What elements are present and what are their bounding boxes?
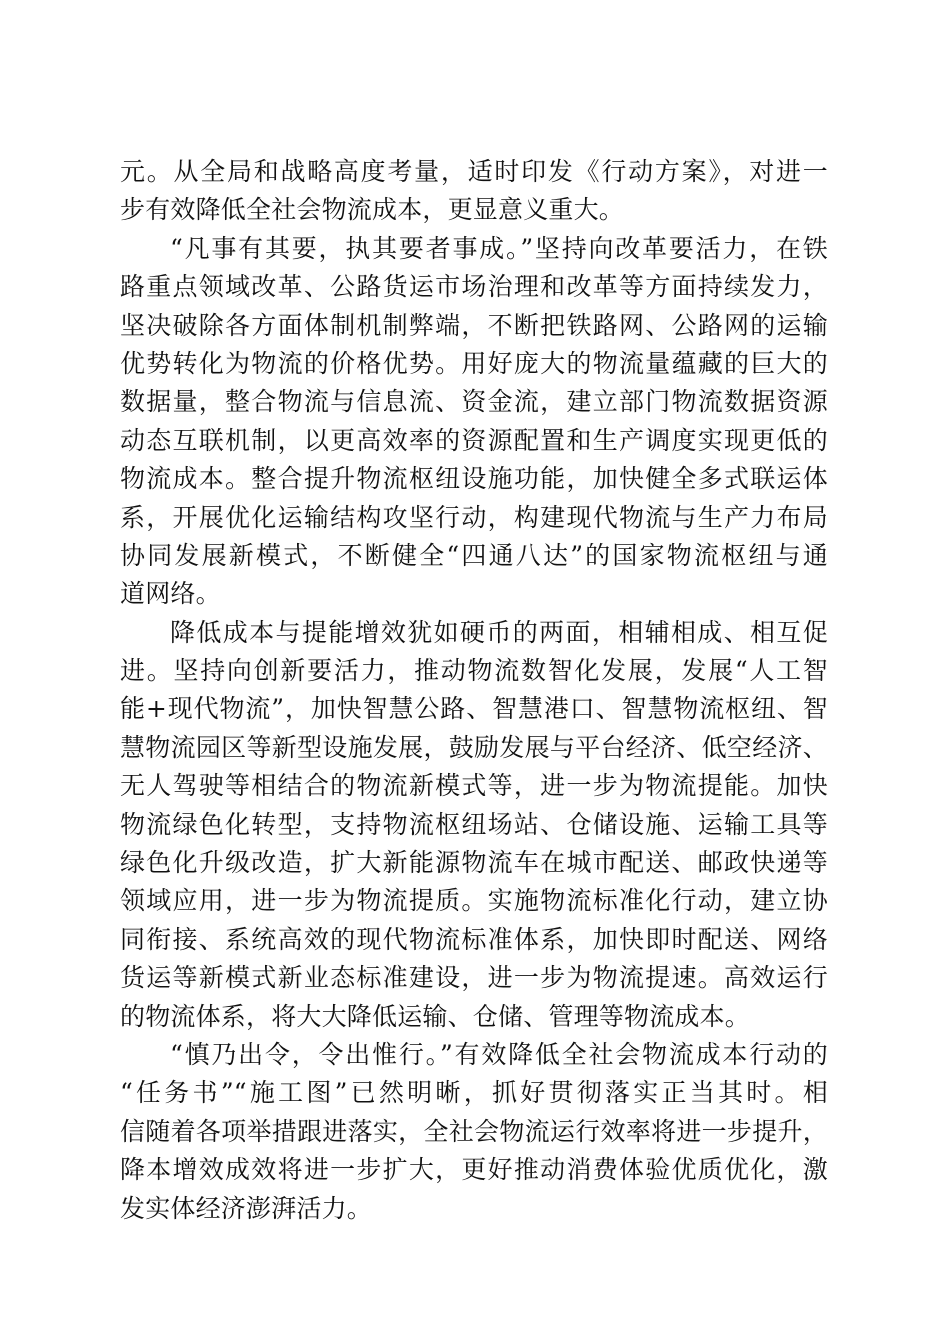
paragraph-line: 能+现代物流”，加快智慧公路、智慧港口、智慧物流枢纽、智 — [120, 694, 828, 724]
paragraph-line: 优势转化为物流的价格优势。用好庞大的物流量蕴藏的巨大的 — [120, 348, 828, 378]
paragraph-line: 步有效降低全社会物流成本，更显意义重大。 — [120, 195, 625, 225]
paragraph-line: 坚决破除各方面体制机制弊端，不断把铁路网、公路网的运输 — [120, 310, 828, 340]
paragraph-line: 绿色化升级改造，扩大新能源物流车在城市配送、邮政快递等 — [120, 848, 828, 878]
paragraph-line: 进。坚持向创新要活力，推动物流数智化发展，发展“人工智 — [120, 656, 828, 686]
paragraph-line: 数据量，整合物流与信息流、资金流，建立部门物流数据资源 — [120, 387, 828, 417]
paragraph-line: 路重点领域改革、公路货运市场治理和改革等方面持续发力， — [120, 272, 828, 302]
paragraph-2 — [120, 230, 828, 614]
paragraph-line: 的物流体系，将大大降低运输、仓储、管理等物流成本。 — [120, 1001, 751, 1031]
paragraph-1 — [120, 153, 828, 230]
paragraph-line: 无人驾驶等相结合的物流新模式等，进一步为物流提能。加快 — [120, 771, 828, 801]
paragraph-line: 道网络。 — [120, 579, 221, 609]
paragraph-line: 货运等新模式新业态标准建设，进一步为物流提速。高效运行 — [120, 963, 828, 993]
paragraph-line: 物流成本。整合提升物流枢纽设施功能，加快健全多式联运体 — [120, 464, 828, 494]
paragraph-4 — [120, 1036, 828, 1228]
paragraph-line: 发实体经济澎湃活力。 — [120, 1193, 373, 1223]
paragraph-line: 慧物流园区等新型设施发展，鼓励发展与平台经济、低空经济、 — [120, 732, 828, 762]
paragraph-line: 动态互联机制，以更高效率的资源配置和生产调度实现更低的 — [120, 425, 828, 455]
paragraph-line: 信随着各项举措跟进落实，全社会物流运行效率将进一步提升， — [120, 1116, 828, 1146]
paragraph-line: 同衔接、系统高效的现代物流标准体系，加快即时配送、网络 — [120, 924, 828, 954]
paragraph-line: 物流绿色化转型，支持物流枢纽场站、仓储设施、运输工具等 — [120, 809, 828, 839]
paragraph-3 — [120, 614, 828, 1036]
paragraph-line: 元。从全局和战略高度考量，适时印发《行动方案》，对进一 — [120, 157, 828, 186]
paragraph-line: 降本增效成效将进一步扩大，更好推动消费体验优质优化，激 — [120, 1155, 828, 1185]
paragraph-line: 领域应用，进一步为物流提质。实施物流标准化行动，建立协 — [120, 886, 828, 916]
paragraph-line: 协同发展新模式，不断健全“四通八达”的国家物流枢纽与通 — [120, 540, 828, 570]
paragraph-first-line: “慎乃出令，令出惟行。”有效降低全社会物流成本行动的 — [170, 1039, 828, 1069]
paragraph-line: “任务书”“施工图”已然明晰，抓好贯彻落实正当其时。相 — [120, 1078, 828, 1108]
paragraph-first-line: “凡事有其要，执其要者事成。”坚持向改革要活力，在铁 — [170, 233, 828, 263]
paragraph-first-line: 降低成本与提能增效犹如硬币的两面，相辅相成、相互促 — [170, 617, 828, 647]
document-body — [120, 153, 828, 1228]
paragraph-line: 系，开展优化运输结构攻坚行动，构建现代物流与生产力布局 — [120, 502, 828, 532]
